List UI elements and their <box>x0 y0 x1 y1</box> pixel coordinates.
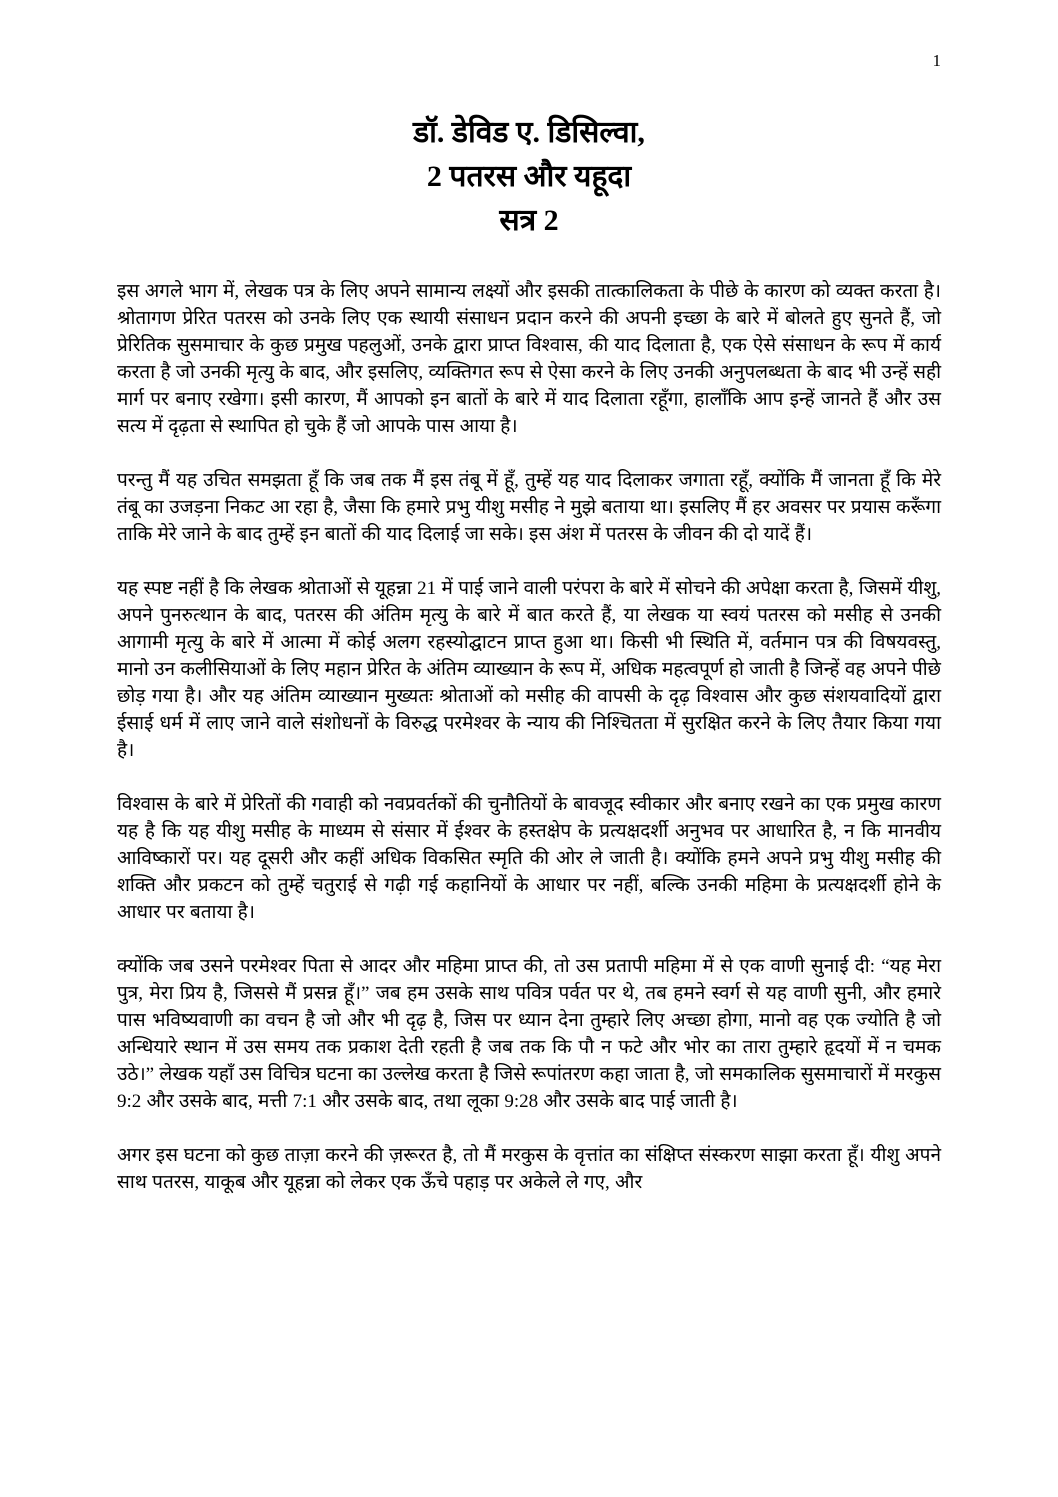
title-line-author: डॉ. डेविड ए. डिसिल्वा, <box>413 115 645 149</box>
paragraph: इस अगले भाग में, लेखक पत्र के लिए अपने सामान्य लक्ष्यों और इसकी तात्कालिकता के पीछे के कारण को व्यक्त करता है। श्रोतागण प्रेरित पतरस को उनके लिए एक स्थायी संसाधन प्रदान करने की अपनी इच्छा के बारे में बोलते हुए सुनते हैं, जो प्रेरितिक सुसमाचार के कुछ प्रमुख पहलुओं, उनके द्वारा प्राप्त विश्वास, की याद दिलाता है, एक ऐसे संसाधन के रूप में कार्य करता है जो उनकी मृत्यु के बाद, और इसलिए, व्यक्तिगत रूप से ऐसा करने के लिए उनकी अनुपलब्धता के बाद भी उन्हें सही मार्ग पर बनाए रखेगा। इसी कारण, मैं आपको इन बातों के बारे में याद दिलाता रहूँगा, हालाँकि आप इन्हें जानते हैं और उस सत्य में दृढ़ता से स्थापित हो चुके हैं जो आपके पास आया है। <box>117 280 941 437</box>
document-title <box>117 111 941 244</box>
title-line-book: 2 पतरस और यहूदा <box>426 160 632 194</box>
paragraph: क्योंकि जब उसने परमेश्वर पिता से आदर और महिमा प्राप्त की, तो उस प्रतापी महिमा में से एक वाणी सुनाई दी: “यह मेरा पुत्र, मेरा प्रिय है, जिससे मैं प्रसन्न हूँ।” जब हम उसके साथ पवित्र पर्वत पर थे, तब हमने स्वर्ग से यह वाणी सुनी, और हमारे पास भविष्यवाणी का वचन है जो और भी दृढ़ है, जिस पर ध्यान देना तुम्हारे लिए अच्छा होगा, मानो वह एक ज्योति है जो अन्धियारे स्थान में उस समय तक प्रकाश देती रहती है जब तक कि पौ न फटे और भोर का तारा तुम्हारे हृदयों में न चमक उठे।” लेखक यहाँ उस विचित्र घटना का उल्लेख करता है जिसे रूपांतरण कहा जाता है, जो समकालिक सुसमाचारों में मरकुस 9:2 और उसके बाद, मत्ती 7:1 और उसके बाद, तथा लूका 9:28 और उसके बाद पाई जाती है। <box>117 955 941 1112</box>
paragraph: विश्वास के बारे में प्रेरितों की गवाही को नवप्रवर्तकों की चुनौतियों के बावजूद स्वीकार और बनाए रखने का एक प्रमुख कारण यह है कि यह यीशु मसीह के माध्यम से संसार में ईश्वर के हस्तक्षेप के प्रत्यक्षदर्शी अनुभव पर आधारित है, न कि मानवीय आविष्कारों पर। यह दूसरी और कहीं अधिक विकसित स्मृति की ओर ले जाती है। क्योंकि हमने अपने प्रभु यीशु मसीह की शक्ति और प्रकटन को तुम्हें चतुराई से गढ़ी गई कहानियों के आधार पर नहीं, बल्कि उनकी महिमा के प्रत्यक्षदर्शी होने के आधार पर बताया है। <box>117 793 941 923</box>
paragraph: अगर इस घटना को कुछ ताज़ा करने की ज़रूरत है, तो मैं मरकुस के वृत्तांत का संक्षिप्त संस्करण साझा करता हूँ। यीशु अपने साथ पतरस, याकूब और यूहन्ना को लेकर एक ऊँचे पहाड़ पर अकेले ले गए, और <box>117 1144 941 1193</box>
paragraph: यह स्पष्ट नहीं है कि लेखक श्रोताओं से यूहन्ना 21 में पाई जाने वाली परंपरा के बारे में सोचने की अपेक्षा करता है, जिसमें यीशु, अपने पुनरुत्थान के बाद, पतरस की अंतिम मृत्यु के बारे में बात करते हैं, या लेखक या स्वयं पतरस को मसीह से उनकी आगामी मृत्यु के बारे में आत्मा में कोई अलग रहस्योद्घाटन प्राप्त हुआ था। किसी भी स्थिति में, वर्तमान पत्र की विषयवस्तु, मानो उन कलीसियाओं के लिए महान प्रेरित के अंतिम व्याख्यान के रूप में, अधिक महत्वपूर्ण हो जाती है जिन्हें वह अपने पीछे छोड़ गया है। और यह अंतिम व्याख्यान मुख्यतः श्रोताओं को मसीह की वापसी के दृढ़ विश्वास और कुछ संशयवादियों द्वारा ईसाई धर्म में लाए जाने वाले संशोधनों के विरुद्ध परमेश्वर के न्याय की निश्चितता में सुरक्षित करने के लिए तैयार किया गया है। <box>117 577 941 761</box>
page-number: 1 <box>932 51 941 70</box>
paragraph: परन्तु मैं यह उचित समझता हूँ कि जब तक मैं इस तंबू में हूँ, तुम्हें यह याद दिलाकर जगाता रहूँ, क्योंकि मैं जानता हूँ कि मेरे तंबू का उजड़ना निकट आ रहा है, जैसा कि हमारे प्रभु यीशु मसीह ने मुझे बताया था। इसलिए मैं हर अवसर पर प्रयास करूँगा ताकि मेरे जाने के बाद तुम्हें इन बातों की याद दिलाई जा सके। इस अंश में पतरस के जीवन की दो यादें हैं। <box>117 469 941 545</box>
title-line-session: सत्र 2 <box>499 204 559 238</box>
